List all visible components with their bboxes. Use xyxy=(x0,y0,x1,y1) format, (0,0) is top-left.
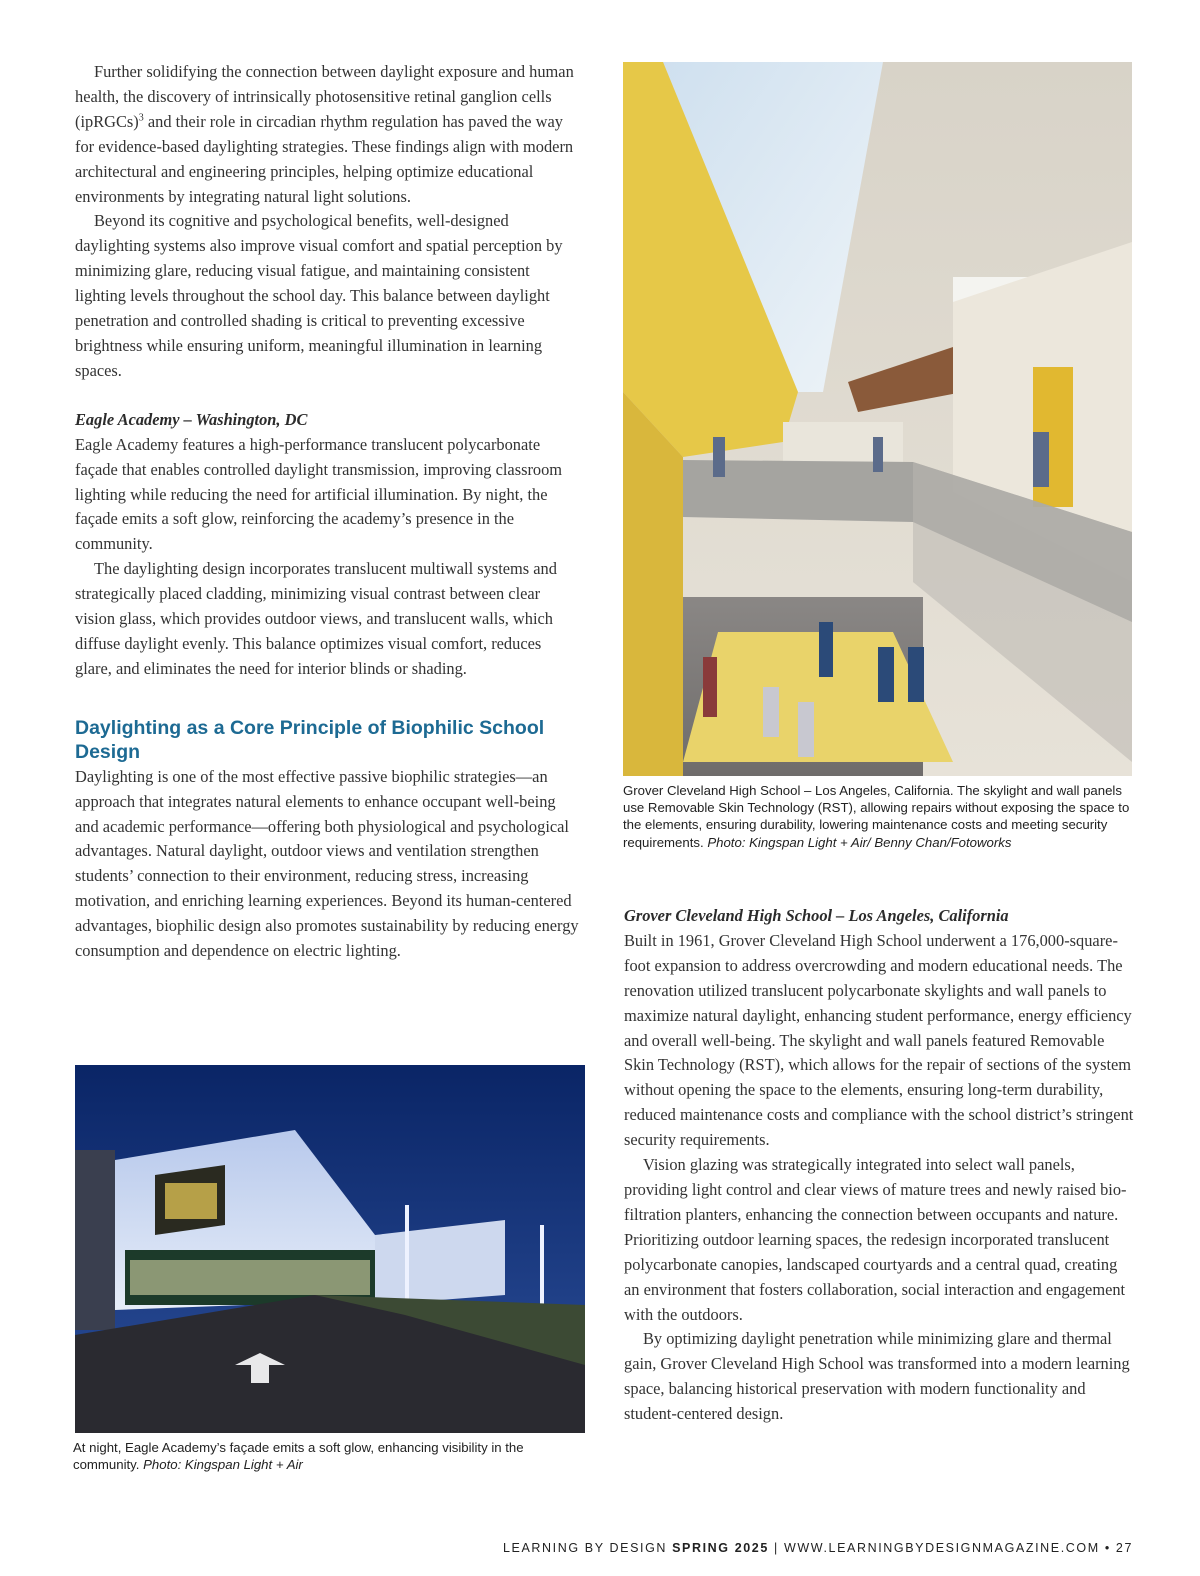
grover-paragraph-1: Built in 1961, Grover Cleveland High School underwent a 176,000-square-foot expansion to address overcrowding and modern educational needs. The renovation utilized translucent polycarbonate skylights and wall panels to maximize natural daylight, enhancing student performance, energy efficiency and overall well-being. The skylight and wall panels featured Removable Skin Technology (RST), which allows for the repair of sections of the system without opening the space to the elements, ensuring long-term durability, reduced maintenance costs and compliance with the school district’s stringent security requirements. xyxy=(624,930,1134,1150)
footnote-ref: 3 xyxy=(138,112,144,124)
hallway-photo-illustration xyxy=(623,62,1132,776)
grover-paragraph-2: Vision glazing was strategically integrated into select wall panels, providing light control and clear views of mature trees and newly raised bio-filtration planters, enhancing the connection between occupants and nature. Prioritizing outdoor learning spaces, the redesign incorporated translucent polycarbonate canopies, landscaped courtyards and a central quad, creating an environment that fosters collaboration, social interaction and engagement with the outdoors. xyxy=(624,1155,1127,1324)
eagle-academy-photo-illustration xyxy=(75,1065,585,1433)
footer-magazine: LEARNING BY DESIGN xyxy=(503,1541,668,1555)
right-column xyxy=(624,904,1136,1427)
footer-issue: SPRING 2025 xyxy=(672,1541,769,1555)
section-heading: Daylighting as a Core Principle of Biophilic School Design xyxy=(75,716,545,763)
page-footer xyxy=(503,1541,1133,1555)
intro-paragraph-1: Further solidifying the connection between daylight exposure and human health, the discovery of intrinsically photosensitive retinal ganglion cells (ipRGCs)$^3$ and their role in circadian rhythm regulation has paved the way for evidence-based daylighting strategies. These findings align with modern architectural and engineering principles, helping optimize educational environments by integrating natural light solutions. xyxy=(75,62,574,206)
eagle-academy-heading: Eagle Academy – Washington, DC xyxy=(75,409,308,429)
eagle-paragraph-1: Eagle Academy features a high-performance translucent polycarbonate façade that enables controlled daylight transmission, improving classroom lighting while reducing the need for artificial illumination. By night, the façade emits a soft glow, reinforcing the academy’s presence in the community. xyxy=(75,434,563,554)
eagle-academy-caption: At night, Eagle Academy’s façade emits a soft glow, enhancing visibility in the community. Photo: Kingspan Light + Air xyxy=(73,1440,524,1473)
footer-bullet: • xyxy=(1104,1541,1111,1555)
footer-separator: | xyxy=(774,1541,779,1555)
hallway-photo xyxy=(623,62,1132,776)
intro-paragraph-2: Beyond its cognitive and psychological benefits, well-designed daylighting systems also improve visual comfort and spatial perception by minimizing glare, reducing visual fatigue, and maintaining consistent lighting levels throughout the school day. This balance between daylight penetration and controlled shading is critical to preventing excessive brightness while ensuring uniform, meaningful illumination in learning spaces. xyxy=(75,211,563,380)
grover-heading: Grover Cleveland High School – Los Angeles, California xyxy=(624,906,1009,925)
eagle-academy-photo-credit: Photo: Kingspan Light + Air xyxy=(143,1457,303,1473)
section-paragraph: Daylighting is one of the most effective passive biophilic strategies—an approach that integrates natural elements to enhance occupant well-being and academic performance—offering both physiological and psychological advantages. Natural daylight, outdoor views and ventilation strengthen students’ connection to their environment, reducing stress, increasing motivation, and enriching learning experiences. Beyond its human-centered advantages, biophilic design also promotes sustainability by reducing energy consumption and dependence on electric lighting. xyxy=(75,766,579,961)
grover-paragraph-3: By optimizing daylight penetration while minimizing glare and thermal gain, Grover Cleveland High School was transformed into a modern learning space, balancing historical preservation with modern functionality and student-centered design. xyxy=(624,1329,1130,1424)
hallway-caption: Grover Cleveland High School – Los Angeles, California. The skylight and wall panels use Removable Skin Technology (RST), allowing repairs without exposing the space to the elements, ensuring durability, lowering maintenance costs and meeting security requirements. Photo: Kingspan Light + Air/ Benny Chan/Fotoworks xyxy=(623,783,1130,850)
footer-url: WWW.LEARNINGBYDESIGNMAGAZINE.COM xyxy=(783,1541,1100,1555)
left-column xyxy=(75,60,580,964)
eagle-paragraph-2: The daylighting design incorporates translucent multiwall systems and strategically placed cladding, minimizing visual contrast between clear vision glass, which provides outdoor views, and translucent walls, which diffuse daylight evenly. This balance optimizes visual comfort, reduces glare, and eliminates the need for interior blinds or shading. xyxy=(75,559,557,678)
eagle-academy-photo xyxy=(75,1065,585,1433)
hallway-photo-credit: Photo: Kingspan Light + Air/ Benny Chan/Fotoworks xyxy=(707,834,1012,850)
page-number: 27 xyxy=(1115,1541,1133,1555)
